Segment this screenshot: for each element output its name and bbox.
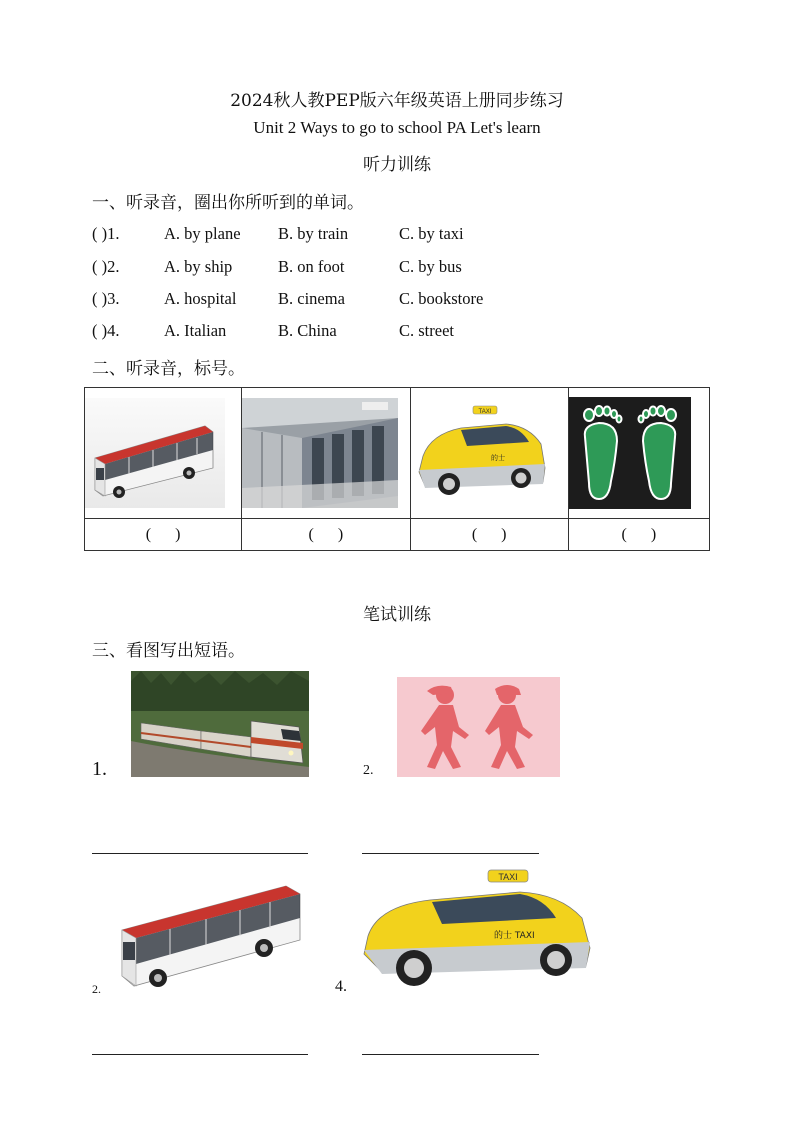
option-b: B. by train	[278, 224, 349, 243]
answer-line[interactable]	[362, 853, 539, 854]
picture-cell-bus	[85, 388, 242, 519]
question-row-2	[92, 257, 692, 279]
answer-blank: ( )	[568, 519, 709, 551]
answer-line[interactable]	[362, 1054, 539, 1055]
subway-station-icon	[242, 398, 398, 508]
train-picture	[131, 671, 309, 777]
item-number: 2.	[92, 982, 101, 996]
answer-blank: ( )	[85, 519, 242, 551]
answer-line[interactable]	[92, 1054, 308, 1055]
picture-cell-footprints	[568, 388, 709, 519]
option-b: B. cinema	[278, 289, 345, 308]
taxi-sign: TAXI	[478, 409, 491, 415]
picture-table	[84, 387, 710, 551]
worksheet-title: 2024秋人教PEP版六年级英语上册同步练习	[230, 91, 564, 111]
option-c: C. by taxi	[399, 224, 464, 243]
option-c: C. bookstore	[399, 289, 484, 308]
question-number: ( )2.	[92, 257, 120, 276]
item-number: 1.	[92, 758, 107, 780]
taxi-icon	[411, 398, 551, 508]
option-a: A. by plane	[164, 224, 241, 243]
bus-icon	[85, 398, 225, 508]
bus-icon	[110, 872, 308, 994]
walking-picture	[397, 677, 560, 777]
question-row-3	[92, 289, 692, 311]
footprints-icon	[569, 397, 691, 509]
unit-title: Unit 2 Ways to go to school PA Let's learn	[253, 118, 541, 137]
listening-heading: 听力训练	[363, 155, 431, 175]
taxi-picture	[360, 866, 596, 992]
writing-heading: 笔试训练	[363, 605, 431, 625]
answer-blank: ( )	[242, 519, 410, 551]
picture-cell-taxi	[410, 388, 568, 519]
taxi-sign: TAXI	[498, 872, 518, 882]
option-b: B. China	[278, 321, 337, 340]
question-number: ( )3.	[92, 289, 120, 308]
taxi-door-label: 的士	[490, 454, 505, 462]
option-c: C. street	[399, 321, 454, 340]
part1-heading: 一、听录音，圈出你所听到的单词。	[92, 193, 364, 213]
option-a: A. by ship	[164, 257, 233, 276]
option-c: C. by bus	[399, 257, 462, 276]
answer-blank: ( )	[410, 519, 568, 551]
question-number: ( )1.	[92, 224, 120, 243]
part3-heading: 三、看图写出短语。	[92, 641, 245, 661]
question-row-1	[92, 224, 692, 246]
option-b: B. on foot	[278, 257, 345, 276]
item-number: 4.	[335, 978, 347, 995]
picture-cell-subway	[242, 388, 410, 519]
train-icon	[131, 671, 309, 777]
answer-line[interactable]	[92, 853, 308, 854]
taxi-icon	[360, 866, 596, 992]
item-number: 2.	[363, 763, 374, 778]
taxi-door-label: 的士 TAXI	[494, 931, 535, 941]
option-a: A. Italian	[164, 321, 227, 340]
walking-icon	[397, 677, 560, 777]
question-row-4	[92, 321, 692, 343]
question-number: ( )4.	[92, 321, 120, 340]
option-a: A. hospital	[164, 289, 237, 308]
part2-heading: 二、听录音，标号。	[92, 359, 245, 379]
bus-picture	[110, 872, 308, 994]
